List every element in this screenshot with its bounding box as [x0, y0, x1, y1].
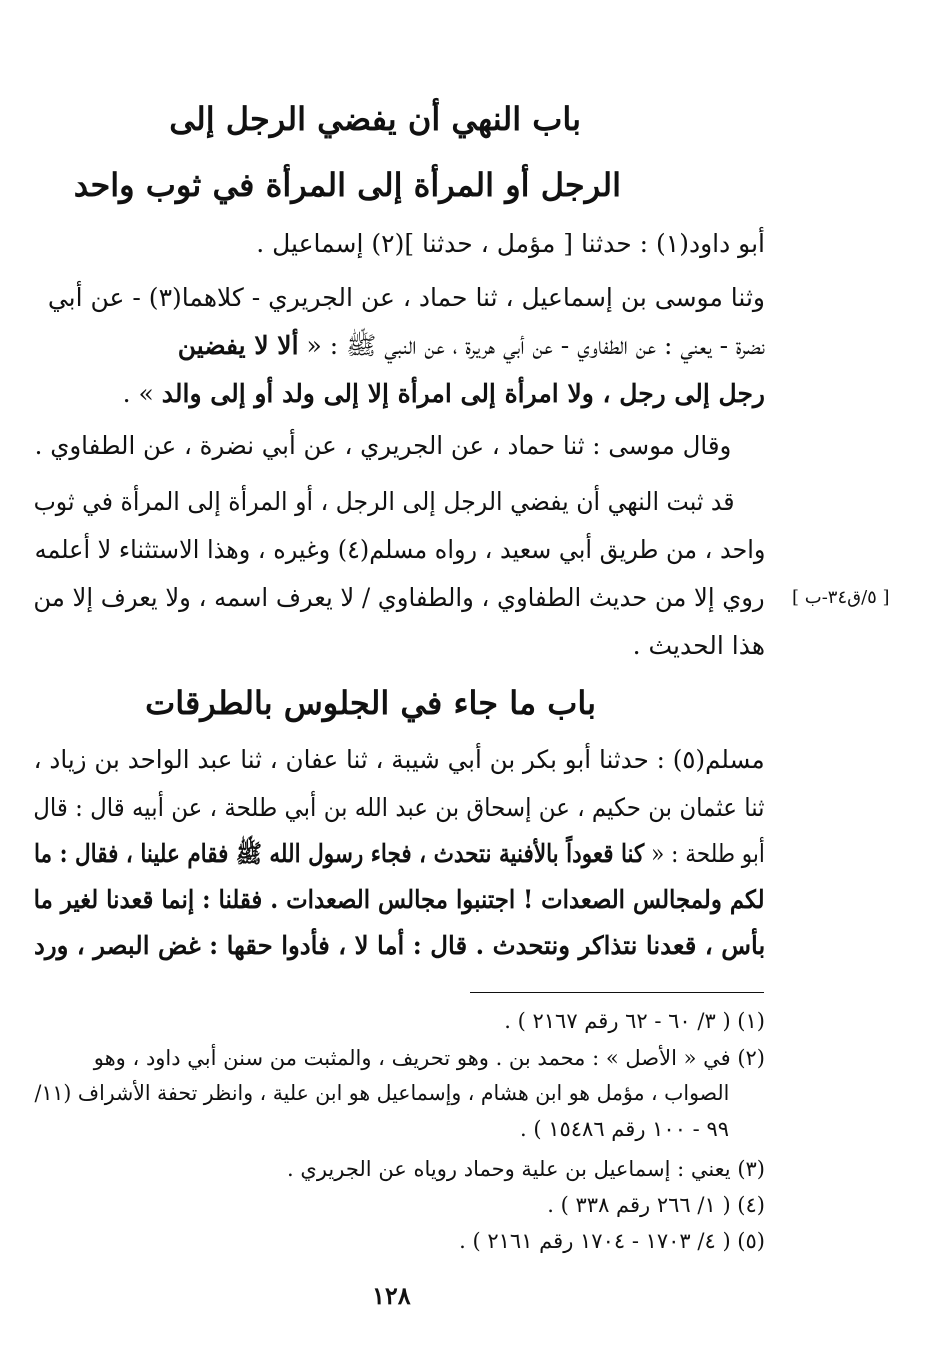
hadith-text-line-3: بأس ، قعدنا نتذاكر ونتحدث . قال : أما لا ، فأدوا حقها : غض البصر ، ورد — [33, 931, 765, 960]
chapter-title-line-1: باب النهي أن يفضي الرجل إلى — [169, 100, 581, 138]
hadith-text-line-2: لكم ولمجالس الصعدات ! اجتنبوا مجالس الصعدات . فقلنا : إنما قعدنا لغير ما — [34, 885, 765, 914]
footnote-3: (٣) يعني : إسماعيل بن علية وحماد روياه عن الجريري . — [287, 1157, 765, 1181]
hadith-text-line-1 — [34, 834, 765, 874]
footnote-5: (٥) ( ٤/ ١٧٠٣ - ١٧٠٤ رقم ٢١٦١ ) . — [459, 1229, 765, 1253]
manuscript-folio-marker: [ ٥/ق٣٤-ب ] — [792, 587, 890, 608]
hadith-matn-fragment: ألا لا يفضين — [177, 331, 299, 360]
hadith-text-line-2 — [178, 326, 765, 366]
commentary-line-2: واحد ، من طريق أبي سعيد ، رواه مسلم(٤) وغيره ، وهذا الاستثناء لا أعلمه — [34, 535, 765, 564]
chapter-title-line-2: الرجل أو المرأة إلى المرأة في ثوب واحد — [73, 166, 621, 204]
page-number: ١٢٨ — [372, 1281, 411, 1310]
footnote-2: (٢) في « الأصل » : محمد بن . وهو تحريف ، والمثبت من سنن أبي داود ، وهو — [93, 1046, 765, 1070]
hadith-text-line-1: وثنا موسى بن إسماعيل ، ثنا حماد ، عن الجريري - كلاهما(٣) - عن أبي — [47, 283, 765, 312]
commentary-line-3: روي إلا من حديث الطفاوي ، والطفاوي / لا يعرف اسمه ، ولا يعرف إلا من — [33, 583, 765, 612]
hadith-matn-fragment: كنا قعوداً بالأفنية نتحدث ، فجاء رسول الله ﷺ فقام علينا ، فقال : ما — [34, 839, 645, 868]
hadith-alt-isnad-line: وقال موسى : ثنا حماد ، عن الجريري ، عن أبي نضرة ، عن الطفاوي . — [34, 431, 731, 460]
hadith-isnad-line: أبو داود(١) : حدثنا [ مؤمل ، حدثنا ](٢) إسماعيل . — [256, 229, 765, 258]
commentary-line-1: قد ثبت النهي أن يفضي الرجل إلى الرجل ، أو المرأة إلى المرأة في ثوب — [34, 487, 735, 516]
commentary-line-4: هذا الحديث . — [632, 631, 765, 660]
hadith-text-line-3 — [123, 374, 765, 414]
hadith-isnad-fragment: أبو طلحة : « — [644, 839, 765, 868]
hadith-closing-fragment: » . — [122, 379, 162, 408]
hadith-isnad-fragment: نضرة - يعني : عن الطفاوي - عن أبي هريرة ، عن النبي ﷺ : « — [298, 331, 765, 360]
footnote-1: (١) ( ٣/ ٦٠ - ٦٢ رقم ٢١٦٧ ) . — [504, 1009, 765, 1033]
footnote-2-continued: الصواب ، مؤمل هو ابن هشام ، وإسماعيل هو ابن علية ، وانظر تحفة الأشراف (١١/ — [34, 1081, 729, 1105]
chapter-title: باب ما جاء في الجلوس بالطرقات — [145, 684, 596, 722]
hadith-isnad-line-2: ثنا عثمان بن حكيم ، عن إسحاق بن عبد الله بن أبي طلحة ، عن أبيه قال : قال — [33, 793, 765, 822]
footnote-4: (٤) ( ١/ ٢٦٦ رقم ٣٣٨ ) . — [547, 1193, 765, 1217]
hadith-matn-fragment: رجل إلى رجل ، ولا امرأة إلى امرأة إلا إلى ولد أو إلى والد — [161, 379, 765, 408]
hadith-isnad-line-1: مسلم(٥) : حدثنا أبو بكر بن أبي شيبة ، ثنا عفان ، ثنا عبد الواحد بن زياد ، — [33, 745, 765, 774]
footnote-2-continued: ٩٩ - ١٠٠ رقم ١٥٤٨٦ ) . — [520, 1117, 729, 1141]
footnote-separator — [470, 992, 764, 993]
